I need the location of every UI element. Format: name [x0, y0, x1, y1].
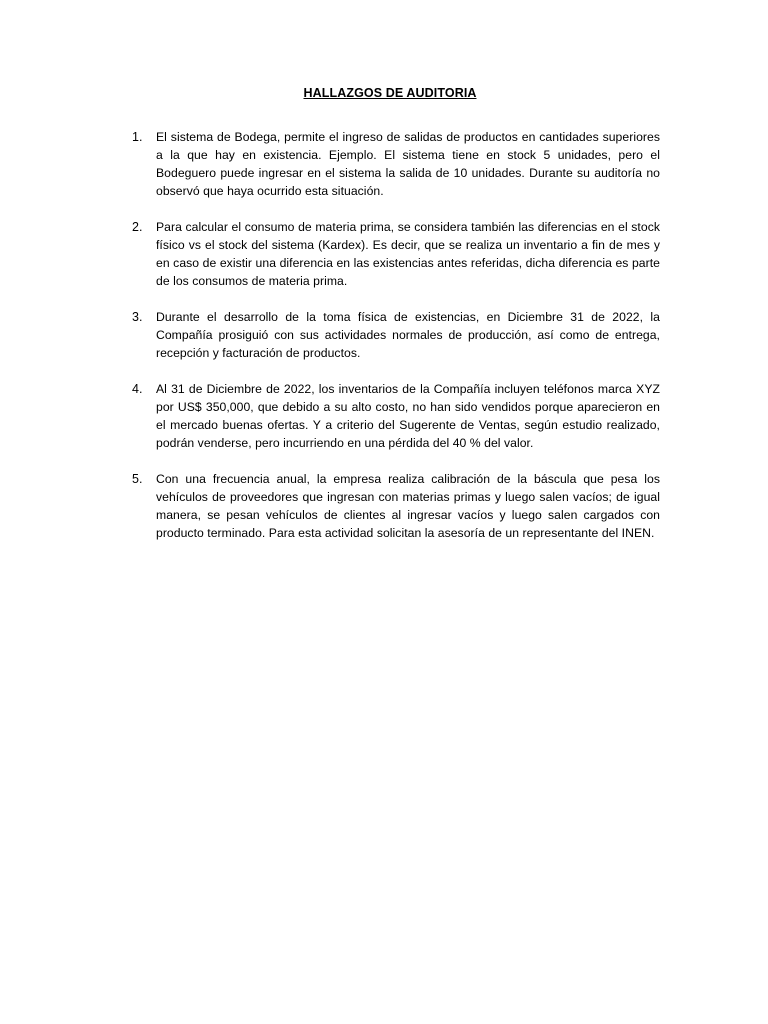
finding-text: Para calcular el consumo de materia prima, se considera también las diferencias en el stock físico vs el stock del sistema (Kardex). Es decir, que se realiza un inventario a fin de mes y en caso de existir una diferencia en las existencias antes referidas, dicha diferencia es parte de los consumos de materia prima. — [156, 220, 660, 288]
finding-text: Al 31 de Diciembre de 2022, los inventarios de la Compañía incluyen teléfonos marca XYZ por US$ 350,000, que debido a su alto costo, no han sido vendidos porque aparecieron en el mercado buenas ofertas. Y a criterio del Sugerente de Ventas, según estudio realizado, podrán venderse, pero incurriendo en una pérdida del 40 % del valor. — [156, 382, 660, 450]
finding-number: 1. — [132, 130, 143, 144]
finding-text: Con una frecuencia anual, la empresa realiza calibración de la báscula que pesa los vehículos de proveedores que ingresan con materias primas y luego salen vacíos; de igual manera, se pesan vehículos de clientes al ingresar vacíos y luego salen cargados con producto terminado. Para esta actividad solicitan la asesoría de un representante del INEN. — [156, 472, 660, 540]
finding-item-5 — [130, 470, 660, 542]
finding-text: Durante el desarrollo de la toma física de existencias, en Diciembre 31 de 2022, la Compañía prosiguió con sus actividades normales de producción, así como de entrega, recepción y facturación de productos. — [156, 310, 660, 360]
finding-text: El sistema de Bodega, permite el ingreso de salidas de productos en cantidades superiores a la que hay en existencia. Ejemplo. El sistema tiene en stock 5 unidades, pero el Bodeguero puede ingresar en el sistema la salida de 10 unidades. Durante su auditoría no observó que haya ocurrido esta situación. — [156, 130, 660, 198]
finding-item-1 — [130, 128, 660, 200]
finding-item-4 — [130, 380, 660, 452]
finding-number: 2. — [132, 220, 143, 234]
findings-list — [130, 128, 660, 560]
finding-number: 4. — [132, 382, 143, 396]
document-title: HALLAZGOS DE AUDITORIA — [303, 86, 477, 100]
finding-number: 3. — [132, 310, 143, 324]
finding-number: 5. — [132, 472, 143, 486]
finding-item-2 — [130, 218, 660, 290]
finding-item-3 — [130, 308, 660, 362]
